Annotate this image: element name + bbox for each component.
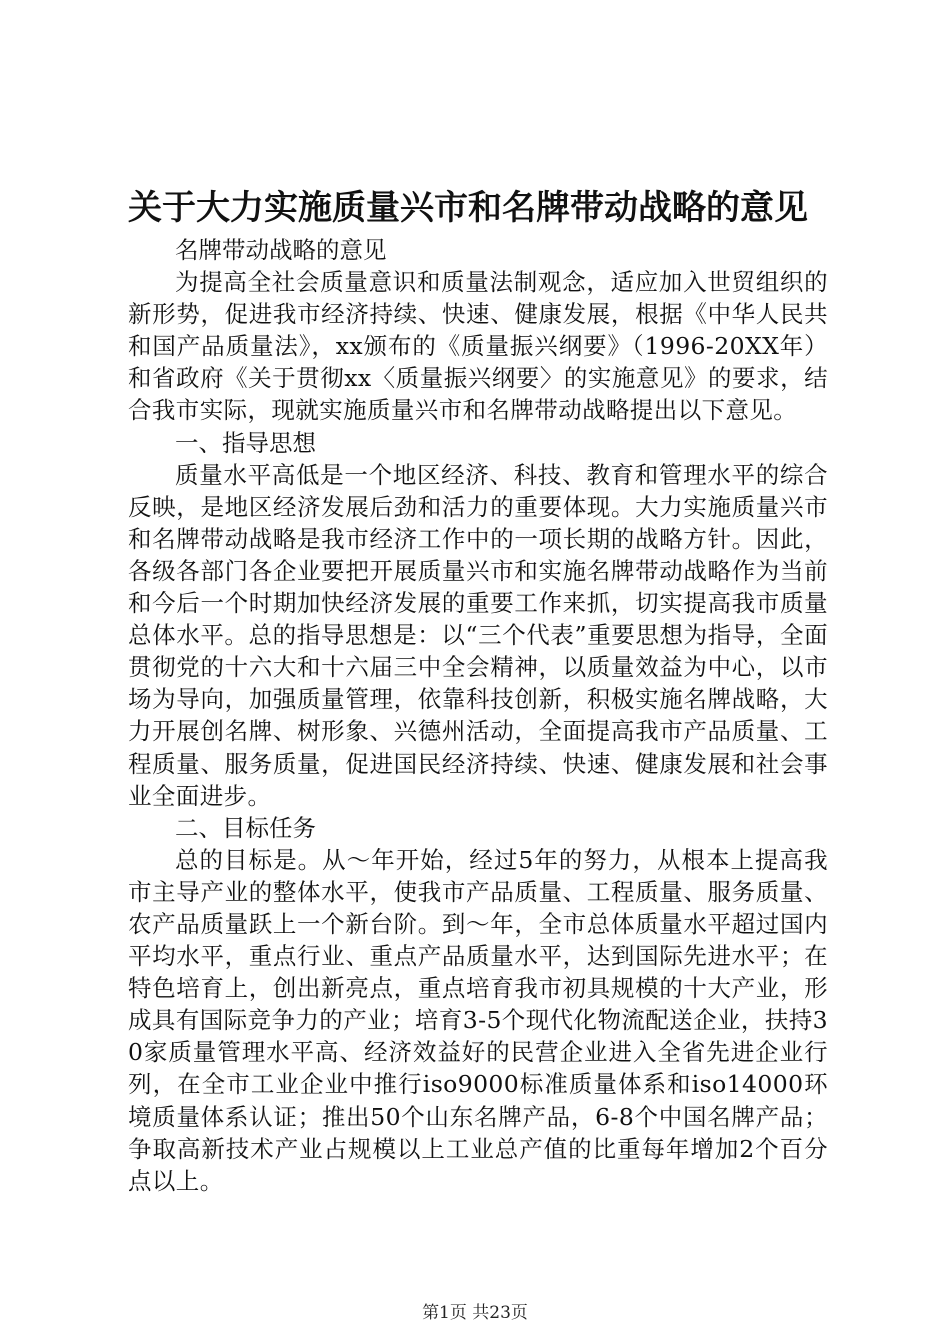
section-heading-goals: 二、目标任务 — [175, 813, 316, 842]
intro-paragraph: 为提高全社会质量意识和质量法制观念，适应加入世贸组织的新形势，促进我市经济持续、快速、健康发展，根据《中华人民共和国产品质量法》，xx颁布的《质量振兴纲要》（1996-20XX年）和省政府《关于贯彻xx〈质量振兴纲要〉的实施意见》的要求，结合我市实际，现就实施质量兴市和名牌带动战略提出以下意见。 — [128, 268, 828, 425]
document-title: 关于大力实施质量兴市和名牌带动战略的意见 — [128, 188, 808, 228]
document-body — [128, 234, 828, 1197]
section-body-guiding-thought: 质量水平高低是一个地区经济、科技、教育和管理水平的综合反映，是地区经济发展后劲和活力的重要体现。大力实施质量兴市和名牌带动战略是我市经济工作中的一项长期的战略方针。因此，各级各部门各企业要把开展质量兴市和实施名牌带动战略作为当前和今后一个时期加快经济发展的重要工作来抓，切实提高我市质量总体水平。总的指导思想是：以“三个代表”重要思想为指导，全面贯彻党的十六大和十六届三中全会精神，以质量效益为中心，以市场为导向，加强质量管理，依靠科技创新，积极实施名牌战略，大力开展创名牌、树形象、兴德州活动，全面提高我市产品质量、工程质量、服务质量，促进国民经济持续、快速、健康发展和社会事业全面进步。 — [128, 460, 828, 810]
document-subtitle: 名牌带动战略的意见 — [175, 236, 387, 264]
section-heading-guiding-thought: 一、指导思想 — [175, 428, 316, 457]
section-body-goals: 总的目标是。从～年开始，经过5年的努力，从根本上提高我市主导产业的整体水平，使我市产品质量、工程质量、服务质量、农产品质量跃上一个新台阶。到～年，全市总体质量水平超过国内平均水平，重点行业、重点产品质量水平，达到国际先进水平；在特色培育上，创出新亮点，重点培育我市初具规模的十大产业，形成具有国际竞争力的产业；培育3-5个现代化物流配送企业，扶持30家质量管理水平高、经济效益好的民营企业进入全省先进企业行列，在全市工业企业中推行iso9000标准质量体系和iso14000环境质量体系认证；推出50个山东名牌产品，6-8个中国名牌产品；争取高新技术产业占规模以上工业总产值的比重每年增加2个百分点以上。 — [128, 845, 828, 1195]
page-number-footer: 第1页 共23页 — [422, 1303, 528, 1323]
